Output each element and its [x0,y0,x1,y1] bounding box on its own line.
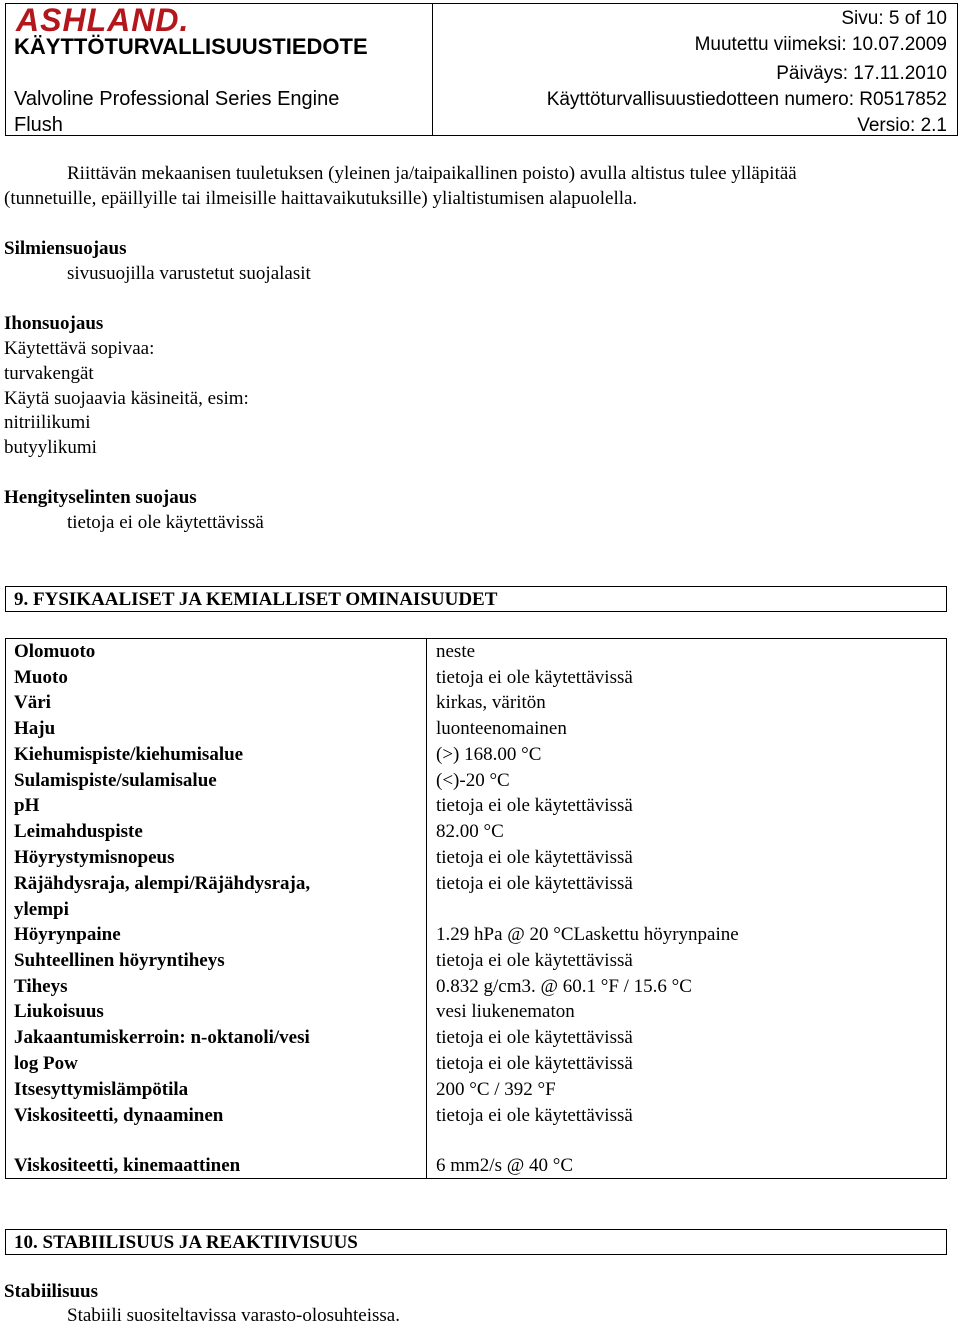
property-name: Väri [14,692,51,713]
product-name-line1: Valvoline Professional Series Engine [14,88,340,110]
property-value: (<)-20 °C [436,770,510,791]
properties-table [5,638,947,1179]
eye-protection-text: sivusuojilla varustetut suojalasit [67,263,311,284]
document-title: KÄYTTÖTURVALLISUUSTIEDOTE [14,34,368,59]
page-number: Sivu: 5 of 10 [841,8,947,29]
property-name: Leimahduspiste [14,821,143,842]
property-value: vesi liukenematon [436,1001,575,1022]
product-name-line2: Flush [14,114,63,136]
property-name: pH [14,795,40,816]
property-value: tietoja ei ole käytettävissä [436,950,633,971]
property-value: 200 °C / 392 °F [436,1079,556,1100]
property-name: Jakaantumiskerroin: n-oktanoli/vesi [14,1027,310,1048]
property-name: Räjähdysraja, alempi/Räjähdysraja, ylempi [14,873,311,920]
header-divider [432,4,433,135]
respiratory-protection-text: tietoja ei ole käytettävissä [67,512,264,533]
property-name: Muoto [14,667,68,688]
property-value: kirkas, väritön [436,692,546,713]
property-value: 1.29 hPa @ 20 °CLaskettu höyrynpaine [436,924,739,945]
skin-protection-line: butyylikumi [4,437,97,458]
property-name: Höyrynpaine [14,924,121,945]
property-value: 82.00 °C [436,821,504,842]
property-value: (>) 168.00 °C [436,744,542,765]
version: Versio: 2.1 [857,115,947,136]
document-header [5,3,958,136]
property-name: Olomuoto [14,641,96,662]
skin-protection-line: Käytettävä sopivaa: [4,338,155,359]
property-name: log Pow [14,1053,78,1074]
property-value: tietoja ei ole käytettävissä [436,667,633,688]
eye-protection-heading: Silmiensuojaus [4,238,127,259]
property-value: 6 mm2/s @ 40 °C [436,1155,573,1176]
property-name: Suhteellinen höyryntiheys [14,950,225,971]
property-name: Höyrystymisnopeus [14,847,175,868]
property-name: Itsesyttymislämpötila [14,1079,189,1100]
property-value: neste [436,641,476,662]
property-name: Kiehumispiste/kiehumisalue [14,744,244,765]
section-9-header [5,586,947,612]
skin-protection-line: turvakengät [4,363,94,384]
property-value: luonteenomainen [436,718,567,739]
property-name: Tiheys [14,976,68,997]
property-value: tietoja ei ole käytettävissä [436,1053,633,1074]
section-10-header [5,1229,947,1255]
sds-number: Käyttöturvallisuustiedotteen numero: R0517852 [546,89,947,110]
ventilation-text-line2: (tunnetuille, epäillyille tai ilmeisille haittavaikutuksille) ylialtistumisen alapuolella. [4,188,638,209]
revised-date: Muutettu viimeksi: 10.07.2009 [694,34,947,55]
property-name: Viskositeetti, kinemaattinen [14,1155,241,1176]
property-name: Viskositeetti, dynaaminen [14,1105,224,1126]
ventilation-text-line1: Riittävän mekaanisen tuuletuksen (yleinen ja/taipaikallinen poisto) avulla altistus tulee ylläpitää [67,163,797,184]
property-value: 0.832 g/cm3. @ 60.1 °F / 15.6 °C [436,976,692,997]
skin-protection-line: nitriilikumi [4,412,91,433]
stability-heading: Stabiilisuus [4,1281,98,1302]
table-column-divider [426,639,427,1178]
skin-protection-heading: Ihonsuojaus [4,313,104,334]
issue-date: Päiväys: 17.11.2010 [776,63,947,84]
stability-text: Stabiili suositeltavissa varasto-olosuhteissa. [67,1305,400,1326]
property-value: tietoja ei ole käytettävissä [436,795,633,816]
property-value: tietoja ei ole käytettävissä [436,847,633,868]
ashland-logo: ASHLAND. [16,2,190,38]
property-name: Haju [14,718,56,739]
skin-protection-line: Käytä suojaavia käsineitä, esim: [4,388,249,409]
property-value: tietoja ei ole käytettävissä [436,873,633,894]
property-name: Liukoisuus [14,1001,104,1022]
respiratory-protection-heading: Hengityselinten suojaus [4,487,197,508]
property-name: Sulamispiste/sulamisalue [14,770,217,791]
property-value: tietoja ei ole käytettävissä [436,1027,633,1048]
section-9-title: 9. FYSIKAALISET JA KEMIALLISET OMINAISUUDET [14,589,498,610]
section-10-title: 10. STABIILISUUS JA REAKTIIVISUUS [14,1232,358,1253]
property-value: tietoja ei ole käytettävissä [436,1105,633,1126]
